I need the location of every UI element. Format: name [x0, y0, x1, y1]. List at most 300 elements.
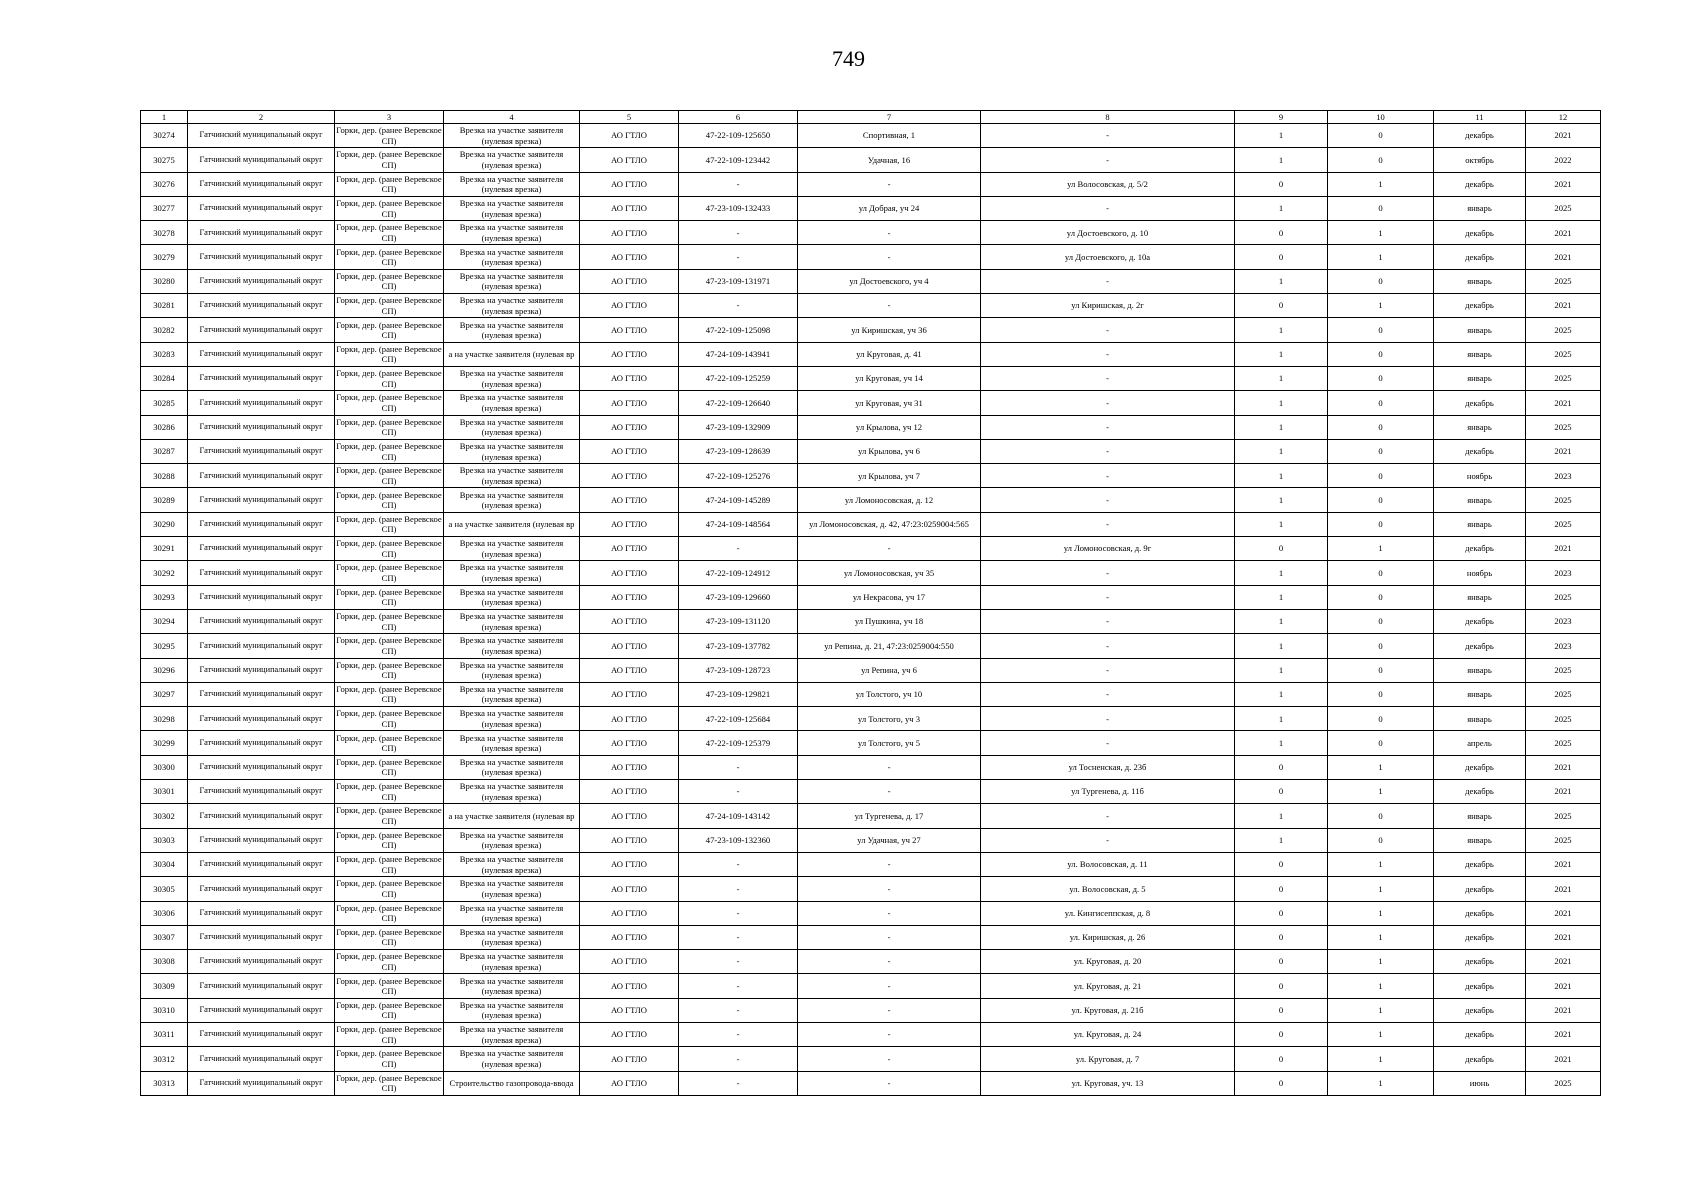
table-row: [141, 731, 1601, 755]
table-cell-col-3: Горки, дер. (ранее Веревское СП): [335, 391, 444, 415]
table-cell-col-5: АО ГТЛО: [580, 1071, 679, 1095]
table-cell-col-8: ул Киришская, д. 2г: [981, 294, 1235, 318]
table-cell-col-5: АО ГТЛО: [580, 852, 679, 876]
table-cell-col-4: Врезка на участке заявителя (нулевая врезка): [444, 877, 580, 901]
column-header-5: 5: [580, 111, 679, 124]
table-cell-col-8: ул. Волосовская, д. 11: [981, 852, 1235, 876]
table-cell-col-12: 2025: [1526, 342, 1601, 366]
table-cell-col-3: Горки, дер. (ранее Веревское СП): [335, 658, 444, 682]
table-cell-col-10: 1: [1328, 221, 1434, 245]
table-cell-col-10: 0: [1328, 682, 1434, 706]
table-cell-col-8: ул. Круговая, д. 7: [981, 1047, 1235, 1071]
table-cell-col-10: 0: [1328, 609, 1434, 633]
table-cell-col-2: Гатчинский муниципальный округ: [188, 901, 335, 925]
table-cell-col-11: декабрь: [1434, 950, 1526, 974]
table-cell-col-9: 0: [1235, 755, 1328, 779]
table-cell-col-10: 0: [1328, 828, 1434, 852]
table-cell-col-3: Горки, дер. (ранее Веревское СП): [335, 366, 444, 390]
table-cell-col-3: Горки, дер. (ранее Веревское СП): [335, 512, 444, 536]
table-cell-col-8: -: [981, 342, 1235, 366]
table-cell-col-8: -: [981, 828, 1235, 852]
column-header-6: 6: [679, 111, 798, 124]
table-cell-col-9: 1: [1235, 609, 1328, 633]
table-row: [141, 852, 1601, 876]
table-cell-col-6: -: [679, 852, 798, 876]
column-header-7: 7: [798, 111, 981, 124]
table-cell-col-4: Врезка на участке заявителя (нулевая врезка): [444, 366, 580, 390]
table-cell-col-7: Удачная, 16: [798, 148, 981, 172]
table-cell-col-7: ул Киришская, уч 36: [798, 318, 981, 342]
table-cell-col-10: 0: [1328, 488, 1434, 512]
table-cell-col-5: АО ГТЛО: [580, 366, 679, 390]
table-cell-col-9: 0: [1235, 901, 1328, 925]
table-cell-col-12: 2025: [1526, 585, 1601, 609]
table-cell-col-4: а на участке заявителя (нулевая вр: [444, 342, 580, 366]
table-row: [141, 804, 1601, 828]
table-cell-col-11: апрель: [1434, 731, 1526, 755]
table-cell-col-1: 30297: [141, 682, 188, 706]
table-cell-col-10: 1: [1328, 172, 1434, 196]
table-cell-col-8: -: [981, 634, 1235, 658]
table-cell-col-3: Горки, дер. (ранее Веревское СП): [335, 172, 444, 196]
table-cell-col-8: -: [981, 682, 1235, 706]
table-cell-col-1: 30306: [141, 901, 188, 925]
table-row: [141, 658, 1601, 682]
table-cell-col-2: Гатчинский муниципальный округ: [188, 1071, 335, 1095]
table-cell-col-6: 47-23-109-131971: [679, 269, 798, 293]
table-cell-col-3: Горки, дер. (ранее Веревское СП): [335, 609, 444, 633]
table-cell-col-11: декабрь: [1434, 609, 1526, 633]
table-cell-col-5: АО ГТЛО: [580, 124, 679, 148]
table-cell-col-1: 30312: [141, 1047, 188, 1071]
table-row: [141, 124, 1601, 148]
table-cell-col-3: Горки, дер. (ранее Веревское СП): [335, 780, 444, 804]
table-row: [141, 391, 1601, 415]
table-cell-col-5: АО ГТЛО: [580, 828, 679, 852]
table-cell-col-3: Горки, дер. (ранее Веревское СП): [335, 488, 444, 512]
table-cell-col-5: АО ГТЛО: [580, 585, 679, 609]
table-cell-col-1: 30296: [141, 658, 188, 682]
table-cell-col-1: 30276: [141, 172, 188, 196]
table-cell-col-10: 1: [1328, 1022, 1434, 1046]
table-cell-col-1: 30292: [141, 561, 188, 585]
table-cell-col-3: Горки, дер. (ранее Веревское СП): [335, 294, 444, 318]
table-cell-col-7: ул Удачная, уч 27: [798, 828, 981, 852]
table-cell-col-2: Гатчинский муниципальный округ: [188, 439, 335, 463]
table-row: [141, 950, 1601, 974]
table-cell-col-7: ул Репина, уч 6: [798, 658, 981, 682]
table-cell-col-6: 47-22-109-125684: [679, 707, 798, 731]
table-cell-col-7: ул Крылова, уч 6: [798, 439, 981, 463]
table-cell-col-5: АО ГТЛО: [580, 221, 679, 245]
table-cell-col-6: -: [679, 998, 798, 1022]
table-cell-col-12: 2021: [1526, 950, 1601, 974]
table-cell-col-10: 1: [1328, 755, 1434, 779]
table-row: [141, 561, 1601, 585]
table-cell-col-9: 1: [1235, 707, 1328, 731]
table-cell-col-1: 30310: [141, 998, 188, 1022]
table-cell-col-3: Горки, дер. (ранее Веревское СП): [335, 755, 444, 779]
table-cell-col-12: 2021: [1526, 124, 1601, 148]
table-cell-col-9: 0: [1235, 245, 1328, 269]
table-row: [141, 294, 1601, 318]
table-cell-col-9: 1: [1235, 391, 1328, 415]
table-cell-col-2: Гатчинский муниципальный округ: [188, 828, 335, 852]
table-cell-col-1: 30309: [141, 974, 188, 998]
table-cell-col-10: 1: [1328, 950, 1434, 974]
table-header-row: [141, 111, 1601, 124]
table-cell-col-12: 2023: [1526, 634, 1601, 658]
table-cell-col-9: 1: [1235, 342, 1328, 366]
table-cell-col-7: -: [798, 780, 981, 804]
table-cell-col-3: Горки, дер. (ранее Веревское СП): [335, 1022, 444, 1046]
table-cell-col-9: 0: [1235, 877, 1328, 901]
table-cell-col-6: -: [679, 1022, 798, 1046]
table-cell-col-6: 47-23-109-132909: [679, 415, 798, 439]
table-cell-col-12: 2025: [1526, 828, 1601, 852]
table-cell-col-12: 2021: [1526, 852, 1601, 876]
table-cell-col-8: ул. Круговая, д. 21: [981, 974, 1235, 998]
table-cell-col-12: 2025: [1526, 682, 1601, 706]
table-row: [141, 342, 1601, 366]
table-cell-col-5: АО ГТЛО: [580, 950, 679, 974]
table-cell-col-6: -: [679, 1071, 798, 1095]
table-cell-col-11: январь: [1434, 269, 1526, 293]
table-cell-col-2: Гатчинский муниципальный округ: [188, 780, 335, 804]
table-cell-col-10: 1: [1328, 852, 1434, 876]
table-cell-col-5: АО ГТЛО: [580, 512, 679, 536]
table-cell-col-10: 1: [1328, 245, 1434, 269]
table-cell-col-1: 30275: [141, 148, 188, 172]
table-cell-col-11: декабрь: [1434, 537, 1526, 561]
table-cell-col-1: 30298: [141, 707, 188, 731]
table-cell-col-4: Врезка на участке заявителя (нулевая врезка): [444, 294, 580, 318]
table-cell-col-8: ул Ломоносовская, д. 9г: [981, 537, 1235, 561]
table-cell-col-2: Гатчинский муниципальный округ: [188, 342, 335, 366]
table-cell-col-2: Гатчинский муниципальный округ: [188, 464, 335, 488]
table-cell-col-5: АО ГТЛО: [580, 196, 679, 220]
table-cell-col-4: Врезка на участке заявителя (нулевая врезка): [444, 707, 580, 731]
table-cell-col-6: 47-22-109-124912: [679, 561, 798, 585]
table-cell-col-7: -: [798, 245, 981, 269]
table-cell-col-12: 2025: [1526, 731, 1601, 755]
table-cell-col-3: Горки, дер. (ранее Веревское СП): [335, 901, 444, 925]
table-cell-col-4: Врезка на участке заявителя (нулевая врезка): [444, 974, 580, 998]
column-header-2: 2: [188, 111, 335, 124]
table-row: [141, 1022, 1601, 1046]
table-cell-col-7: ул Пушкина, уч 18: [798, 609, 981, 633]
table-cell-col-8: ул. Круговая, уч. 13: [981, 1071, 1235, 1095]
table-row: [141, 609, 1601, 633]
table-cell-col-7: ул Некрасова, уч 17: [798, 585, 981, 609]
table-cell-col-1: 30282: [141, 318, 188, 342]
table-cell-col-5: АО ГТЛО: [580, 804, 679, 828]
table-cell-col-4: Врезка на участке заявителя (нулевая врезка): [444, 124, 580, 148]
table-cell-col-4: Врезка на участке заявителя (нулевая врезка): [444, 439, 580, 463]
table-cell-col-12: 2022: [1526, 148, 1601, 172]
table-cell-col-8: ул. Киришская, д. 26: [981, 925, 1235, 949]
table-cell-col-11: январь: [1434, 682, 1526, 706]
table-cell-col-8: ул Достоевского, д. 10а: [981, 245, 1235, 269]
table-cell-col-7: -: [798, 1047, 981, 1071]
table-cell-col-10: 0: [1328, 512, 1434, 536]
table-cell-col-11: январь: [1434, 804, 1526, 828]
table-row: [141, 901, 1601, 925]
table-cell-col-10: 0: [1328, 269, 1434, 293]
table-cell-col-7: -: [798, 537, 981, 561]
table-cell-col-6: 47-22-109-125098: [679, 318, 798, 342]
table-cell-col-7: ул Толстого, уч 3: [798, 707, 981, 731]
table-cell-col-8: -: [981, 439, 1235, 463]
table-cell-col-5: АО ГТЛО: [580, 464, 679, 488]
table-cell-col-4: Врезка на участке заявителя (нулевая врезка): [444, 950, 580, 974]
table-cell-col-4: Врезка на участке заявителя (нулевая врезка): [444, 172, 580, 196]
table-cell-col-5: АО ГТЛО: [580, 609, 679, 633]
table-cell-col-5: АО ГТЛО: [580, 172, 679, 196]
table-row: [141, 196, 1601, 220]
table-cell-col-9: 0: [1235, 998, 1328, 1022]
table-cell-col-2: Гатчинский муниципальный округ: [188, 391, 335, 415]
table-cell-col-12: 2021: [1526, 391, 1601, 415]
table-cell-col-12: 2025: [1526, 366, 1601, 390]
table-cell-col-7: ул Достоевского, уч 4: [798, 269, 981, 293]
table-cell-col-5: АО ГТЛО: [580, 925, 679, 949]
table-cell-col-10: 1: [1328, 294, 1434, 318]
table-cell-col-3: Горки, дер. (ранее Веревское СП): [335, 974, 444, 998]
table-cell-col-11: январь: [1434, 828, 1526, 852]
table-cell-col-8: -: [981, 609, 1235, 633]
data-table: [140, 110, 1601, 1096]
table-cell-col-2: Гатчинский муниципальный округ: [188, 852, 335, 876]
table-cell-col-5: АО ГТЛО: [580, 780, 679, 804]
table-cell-col-3: Горки, дер. (ранее Веревское СП): [335, 707, 444, 731]
table-cell-col-4: Врезка на участке заявителя (нулевая врезка): [444, 221, 580, 245]
table-cell-col-8: -: [981, 585, 1235, 609]
table-cell-col-5: АО ГТЛО: [580, 755, 679, 779]
table-cell-col-9: 1: [1235, 561, 1328, 585]
table-cell-col-6: 47-23-109-131120: [679, 609, 798, 633]
table-cell-col-7: -: [798, 172, 981, 196]
table-cell-col-6: -: [679, 950, 798, 974]
table-cell-col-10: 0: [1328, 124, 1434, 148]
table-cell-col-11: январь: [1434, 585, 1526, 609]
table-row: [141, 780, 1601, 804]
table-row: [141, 537, 1601, 561]
table-cell-col-8: ул Достоевского, д. 10: [981, 221, 1235, 245]
table-cell-col-11: июнь: [1434, 1071, 1526, 1095]
table-row: [141, 464, 1601, 488]
table-cell-col-7: -: [798, 877, 981, 901]
table-cell-col-7: -: [798, 974, 981, 998]
table-cell-col-8: -: [981, 415, 1235, 439]
table-cell-col-4: Врезка на участке заявителя (нулевая врезка): [444, 901, 580, 925]
table-cell-col-12: 2025: [1526, 804, 1601, 828]
table-cell-col-11: декабрь: [1434, 852, 1526, 876]
column-header-10: 10: [1328, 111, 1434, 124]
table-cell-col-4: Врезка на участке заявителя (нулевая врезка): [444, 245, 580, 269]
table-cell-col-1: 30308: [141, 950, 188, 974]
table-cell-col-9: 0: [1235, 950, 1328, 974]
table-row: [141, 148, 1601, 172]
table-cell-col-4: Врезка на участке заявителя (нулевая врезка): [444, 682, 580, 706]
table-cell-col-12: 2025: [1526, 318, 1601, 342]
table-cell-col-2: Гатчинский муниципальный округ: [188, 245, 335, 269]
table-cell-col-3: Горки, дер. (ранее Веревское СП): [335, 852, 444, 876]
table-cell-col-11: январь: [1434, 196, 1526, 220]
table-cell-col-12: 2021: [1526, 439, 1601, 463]
table-cell-col-2: Гатчинский муниципальный округ: [188, 269, 335, 293]
table-cell-col-6: 47-23-109-132360: [679, 828, 798, 852]
table-cell-col-10: 0: [1328, 391, 1434, 415]
table-cell-col-1: 30305: [141, 877, 188, 901]
table-cell-col-11: январь: [1434, 658, 1526, 682]
table-cell-col-12: 2021: [1526, 780, 1601, 804]
table-cell-col-4: Врезка на участке заявителя (нулевая врезка): [444, 755, 580, 779]
table-cell-col-11: декабрь: [1434, 1022, 1526, 1046]
table-cell-col-11: январь: [1434, 512, 1526, 536]
table-cell-col-6: 47-22-109-125259: [679, 366, 798, 390]
table-cell-col-2: Гатчинский муниципальный округ: [188, 925, 335, 949]
table-row: [141, 1047, 1601, 1071]
table-cell-col-1: 30293: [141, 585, 188, 609]
table-cell-col-3: Горки, дер. (ранее Веревское СП): [335, 731, 444, 755]
table-cell-col-7: -: [798, 221, 981, 245]
table-cell-col-7: Спортивная, 1: [798, 124, 981, 148]
table-cell-col-2: Гатчинский муниципальный округ: [188, 294, 335, 318]
table-cell-col-7: ул Толстого, уч 5: [798, 731, 981, 755]
table-cell-col-11: ноябрь: [1434, 464, 1526, 488]
table-cell-col-3: Горки, дер. (ранее Веревское СП): [335, 464, 444, 488]
table-cell-col-8: -: [981, 124, 1235, 148]
table-cell-col-6: 47-22-109-123442: [679, 148, 798, 172]
table-cell-col-2: Гатчинский муниципальный округ: [188, 1047, 335, 1071]
table-row: [141, 925, 1601, 949]
table-cell-col-1: 30295: [141, 634, 188, 658]
table-cell-col-12: 2025: [1526, 658, 1601, 682]
table-cell-col-2: Гатчинский муниципальный округ: [188, 537, 335, 561]
table-cell-col-9: 1: [1235, 512, 1328, 536]
table-cell-col-6: -: [679, 780, 798, 804]
table-cell-col-8: ул. Волосовская, д. 5: [981, 877, 1235, 901]
table-cell-col-4: Врезка на участке заявителя (нулевая врезка): [444, 1022, 580, 1046]
table-cell-col-1: 30277: [141, 196, 188, 220]
table-cell-col-10: 0: [1328, 804, 1434, 828]
table-row: [141, 415, 1601, 439]
table-cell-col-1: 30299: [141, 731, 188, 755]
table-cell-col-3: Горки, дер. (ранее Веревское СП): [335, 634, 444, 658]
table-cell-col-2: Гатчинский муниципальный округ: [188, 707, 335, 731]
table-cell-col-8: ул. Кингисеппская, д. 8: [981, 901, 1235, 925]
table-cell-col-8: -: [981, 464, 1235, 488]
table-cell-col-1: 30289: [141, 488, 188, 512]
table-cell-col-5: АО ГТЛО: [580, 901, 679, 925]
table-cell-col-4: Врезка на участке заявителя (нулевая врезка): [444, 925, 580, 949]
table-cell-col-9: 1: [1235, 585, 1328, 609]
table-cell-col-11: декабрь: [1434, 439, 1526, 463]
table-cell-col-2: Гатчинский муниципальный округ: [188, 318, 335, 342]
table-cell-col-6: -: [679, 877, 798, 901]
table-cell-col-5: АО ГТЛО: [580, 439, 679, 463]
table-row: [141, 998, 1601, 1022]
table-cell-col-8: -: [981, 366, 1235, 390]
table-cell-col-8: -: [981, 391, 1235, 415]
table-cell-col-12: 2021: [1526, 1022, 1601, 1046]
table-row: [141, 634, 1601, 658]
table-cell-col-5: АО ГТЛО: [580, 245, 679, 269]
table-cell-col-1: 30304: [141, 852, 188, 876]
table-cell-col-8: -: [981, 318, 1235, 342]
table-cell-col-2: Гатчинский муниципальный округ: [188, 1022, 335, 1046]
table-cell-col-6: -: [679, 221, 798, 245]
table-cell-col-7: -: [798, 1022, 981, 1046]
table-cell-col-11: декабрь: [1434, 221, 1526, 245]
table-cell-col-6: 47-22-109-125379: [679, 731, 798, 755]
table-cell-col-1: 30302: [141, 804, 188, 828]
table-cell-col-7: -: [798, 950, 981, 974]
table-cell-col-6: -: [679, 245, 798, 269]
table-row: [141, 1071, 1601, 1095]
table-cell-col-5: АО ГТЛО: [580, 415, 679, 439]
table-cell-col-2: Гатчинский муниципальный округ: [188, 998, 335, 1022]
table-cell-col-2: Гатчинский муниципальный округ: [188, 658, 335, 682]
table-cell-col-9: 1: [1235, 148, 1328, 172]
table-cell-col-3: Горки, дер. (ранее Веревское СП): [335, 221, 444, 245]
table-cell-col-5: АО ГТЛО: [580, 731, 679, 755]
table-cell-col-1: 30285: [141, 391, 188, 415]
table-cell-col-11: январь: [1434, 342, 1526, 366]
table-cell-col-6: 47-24-109-148564: [679, 512, 798, 536]
table-cell-col-9: 1: [1235, 124, 1328, 148]
table-cell-col-9: 1: [1235, 804, 1328, 828]
table-cell-col-7: -: [798, 1071, 981, 1095]
table-cell-col-7: ул Круговая, уч 31: [798, 391, 981, 415]
table-row: [141, 488, 1601, 512]
table-cell-col-2: Гатчинский муниципальный округ: [188, 488, 335, 512]
table-cell-col-4: Врезка на участке заявителя (нулевая врезка): [444, 852, 580, 876]
table-cell-col-9: 0: [1235, 1071, 1328, 1095]
table-cell-col-6: 47-22-109-126640: [679, 391, 798, 415]
table-cell-col-4: Врезка на участке заявителя (нулевая врезка): [444, 148, 580, 172]
table-cell-col-6: -: [679, 974, 798, 998]
column-header-11: 11: [1434, 111, 1526, 124]
table-cell-col-9: 0: [1235, 294, 1328, 318]
table-cell-col-5: АО ГТЛО: [580, 682, 679, 706]
table-cell-col-5: АО ГТЛО: [580, 877, 679, 901]
table-cell-col-9: 0: [1235, 537, 1328, 561]
table-cell-col-8: -: [981, 561, 1235, 585]
table-cell-col-8: ул. Круговая, д. 20: [981, 950, 1235, 974]
table-cell-col-5: АО ГТЛО: [580, 658, 679, 682]
table-cell-col-12: 2021: [1526, 974, 1601, 998]
table-cell-col-4: Врезка на участке заявителя (нулевая врезка): [444, 609, 580, 633]
table-cell-col-4: Врезка на участке заявителя (нулевая врезка): [444, 780, 580, 804]
table-cell-col-1: 30294: [141, 609, 188, 633]
page-number: 749: [832, 46, 865, 71]
table-cell-col-3: Горки, дер. (ранее Веревское СП): [335, 925, 444, 949]
table-cell-col-10: 0: [1328, 658, 1434, 682]
table-cell-col-11: декабрь: [1434, 634, 1526, 658]
table-cell-col-11: декабрь: [1434, 780, 1526, 804]
table-cell-col-2: Гатчинский муниципальный округ: [188, 561, 335, 585]
table-cell-col-10: 1: [1328, 537, 1434, 561]
table-cell-col-8: ул Тургенева, д. 11б: [981, 780, 1235, 804]
table-cell-col-11: декабрь: [1434, 391, 1526, 415]
table-cell-col-7: -: [798, 755, 981, 779]
table-cell-col-6: 47-23-109-129821: [679, 682, 798, 706]
table-cell-col-5: АО ГТЛО: [580, 342, 679, 366]
table-cell-col-3: Горки, дер. (ранее Веревское СП): [335, 828, 444, 852]
table-cell-col-8: ул Волосовская, д. 5/2: [981, 172, 1235, 196]
